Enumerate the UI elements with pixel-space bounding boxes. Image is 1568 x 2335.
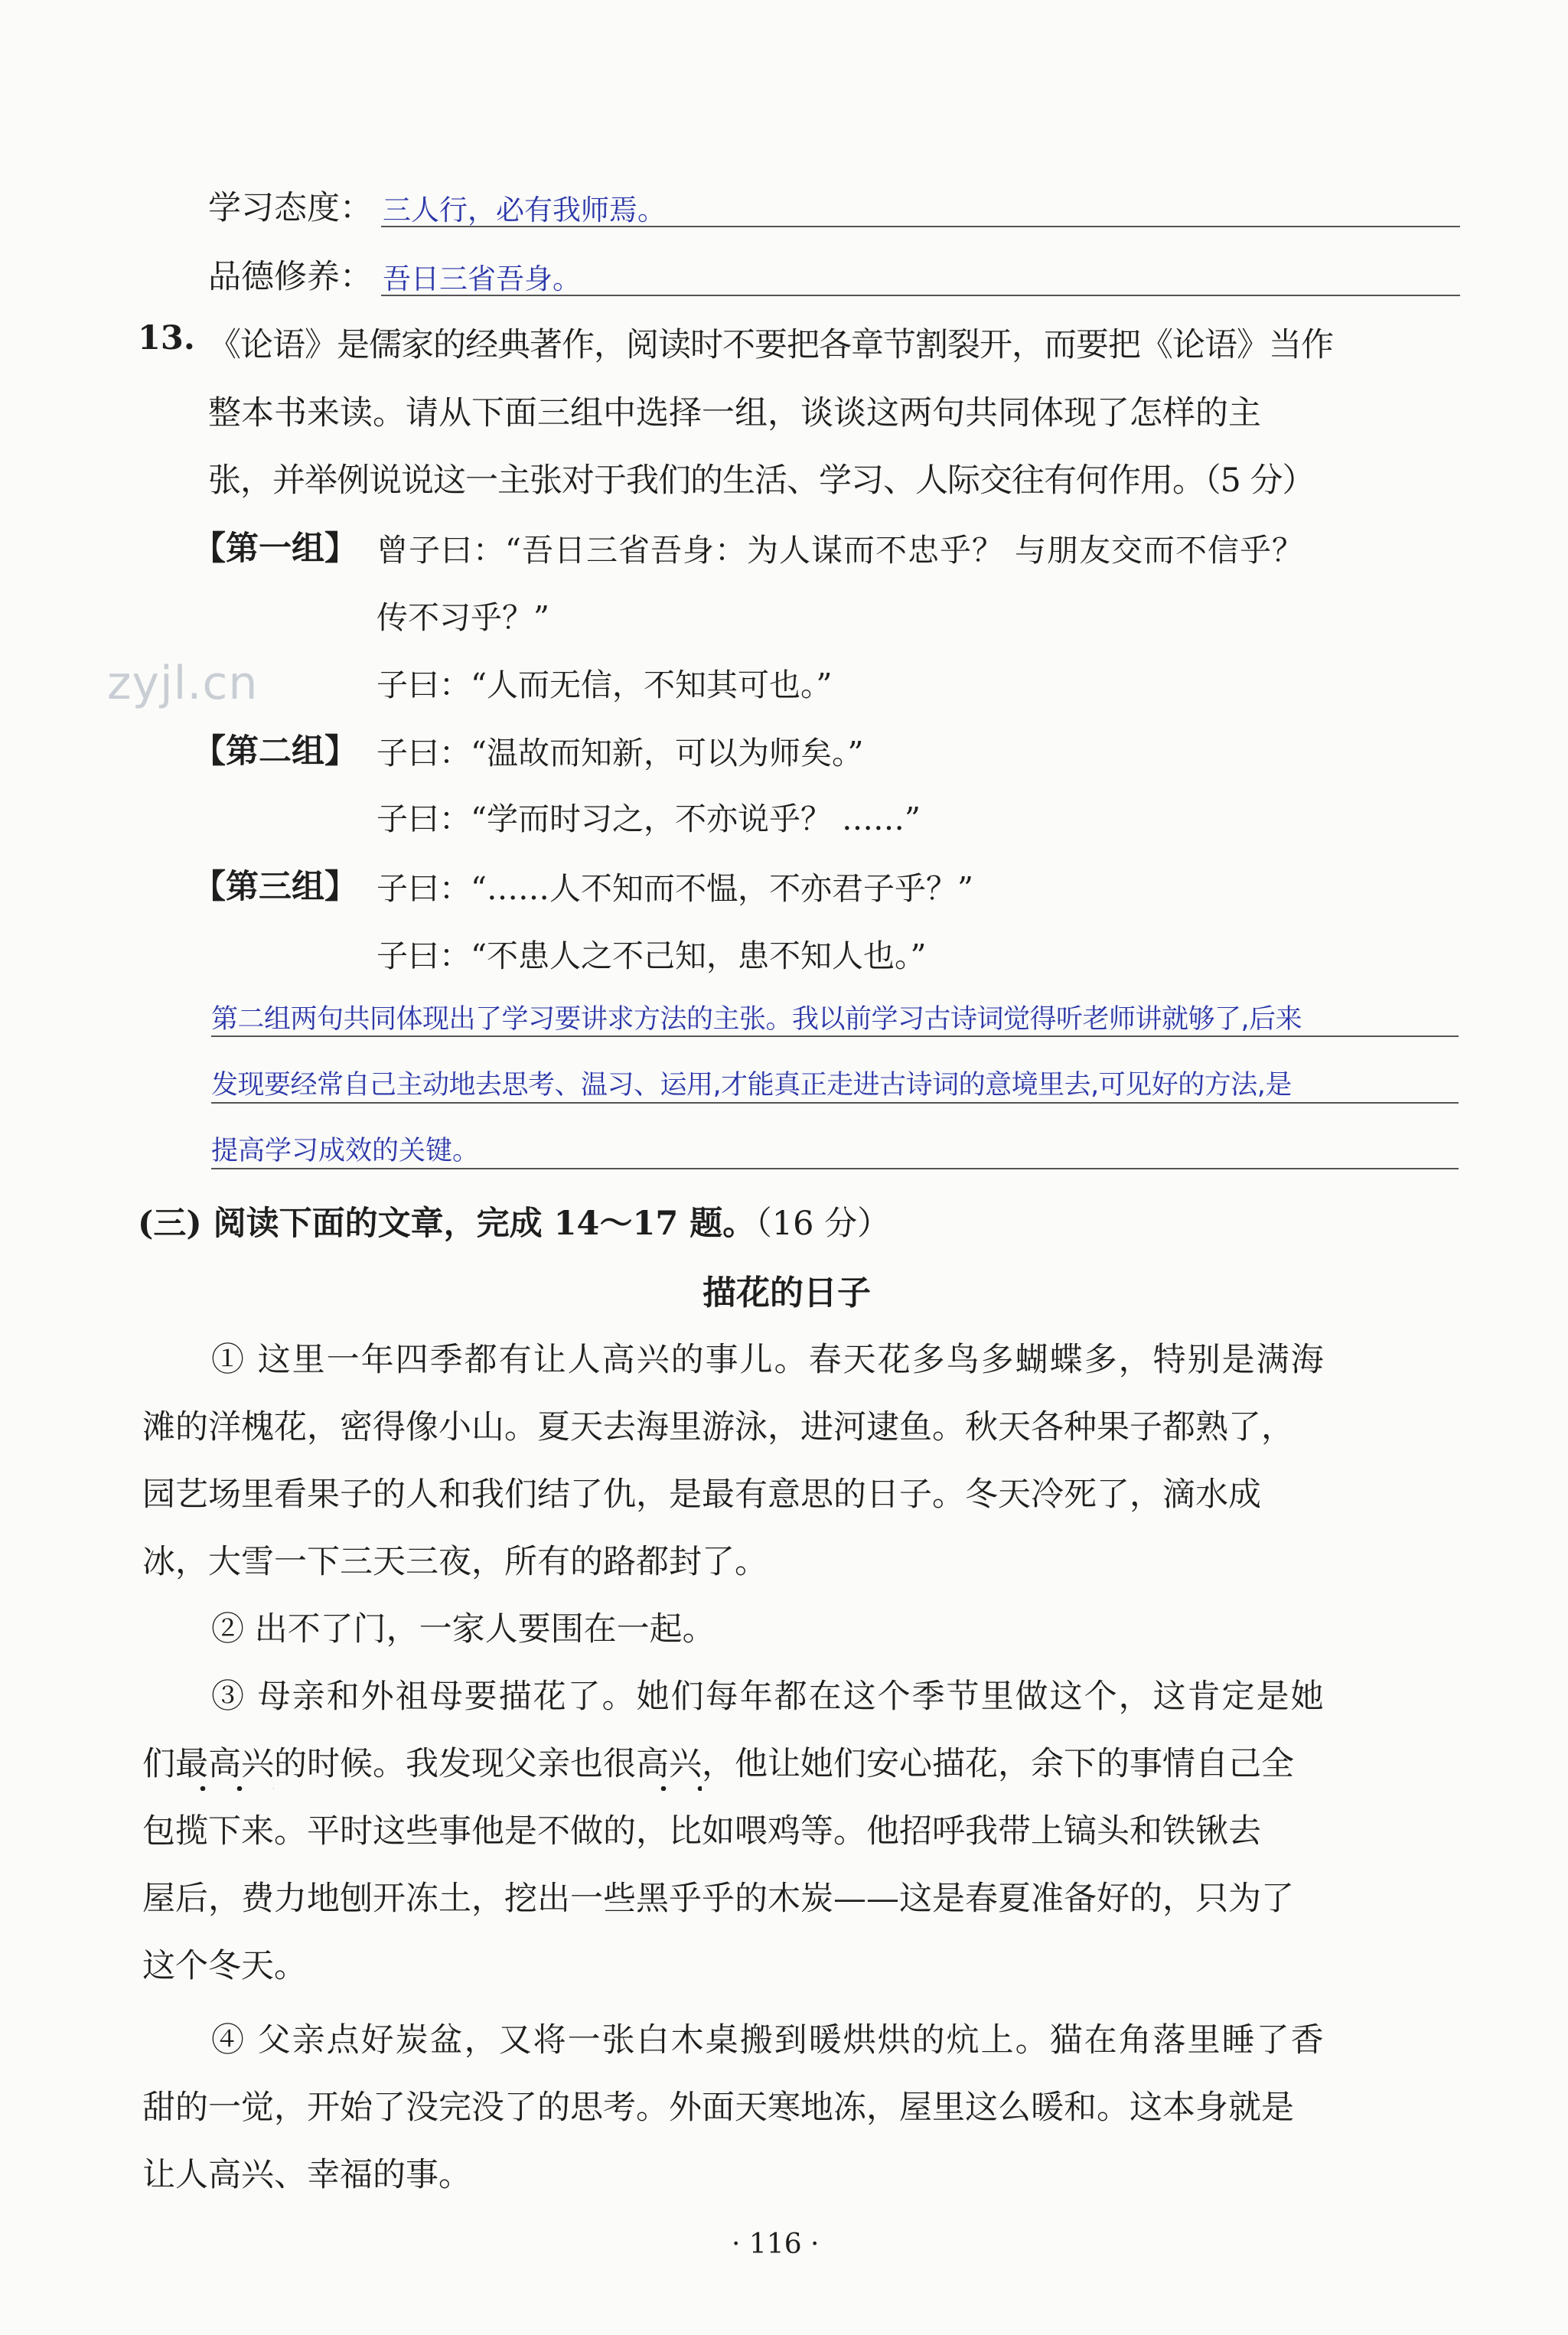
answer-line: 发现要经常自己主动地去思考、温习、运用,才能真正走进古诗词的意境里去,可见好的方法,是 — [211, 1070, 1292, 1101]
paragraph-line: 包揽下来。平时这些事他是不做的，比如喂鸡等。他招呼我带上镐头和铁锹去 — [142, 1812, 1261, 1851]
text-segment: 们 — [142, 1745, 175, 1783]
emphasis-dotted-text: 最高兴 — [175, 1745, 274, 1783]
section-heading — [138, 1198, 890, 1244]
classical-quote: 曾子曰：“吾日三省吾身：为人谋而不忠乎？ 与朋友交而不信乎？ — [377, 532, 1304, 569]
paragraph-line: 园艺场里看果子的人和我们结了仇，是最有意思的日子。冬天冷死了，滴水成 — [142, 1476, 1261, 1514]
morality-answer: 吾日三省吾身。 — [383, 263, 581, 295]
emphasis-dotted-text: 高兴 — [636, 1745, 702, 1783]
attitude-underline — [381, 226, 1460, 227]
text-segment: ，他让她们安心描花，余下的事情自己全 — [702, 1745, 1294, 1783]
group-label: 【第一组】 — [193, 530, 357, 568]
text-segment: 的时候。我发现父亲也很 — [274, 1745, 636, 1783]
paragraph-line: 让人高兴、幸福的事。 — [142, 2156, 471, 2194]
morality-label: 品德修养： — [208, 258, 373, 296]
answer-underline — [211, 1035, 1459, 1037]
answer-underline — [211, 1102, 1459, 1104]
classical-quote: 子曰：“人而无信，不知其可也。” — [377, 667, 833, 703]
paragraph-line: ③ 母亲和外祖母要描花了。她们每年都在这个季节里做这个，这肯定是她 — [211, 1678, 1325, 1716]
question-line: 张，并举例说说这一主张对于我们的生活、学习、人际交往有何作用。（5 分） — [208, 461, 1315, 500]
attitude-answer: 三人行，必有我师焉。 — [383, 194, 666, 227]
watermark: zyjl.cn — [107, 657, 259, 710]
answer-line: 第二组两句共同体现出了学习要讲求方法的主张。我以前学习古诗词觉得听老师讲就够了,后来 — [211, 1004, 1302, 1035]
classical-quote: 子曰：“……人不知而不愠，不亦君子乎？” — [377, 870, 973, 907]
section-heading-text: (三) 阅读下面的文章，完成 14～17 题。 — [138, 1205, 756, 1243]
paragraph-line: 屋后，费力地刨开冻土，挖出一些黑乎乎的木炭——这是春夏准备好的，只为了 — [142, 1880, 1294, 1918]
paragraph-line: 滩的洋槐花，密得像小山。夏天去海里游泳，进河逮鱼。秋天各种果子都熟了， — [142, 1408, 1294, 1446]
article-title: 描花的日子 — [703, 1273, 871, 1313]
paragraph-line: ④ 父亲点好炭盆，又将一张白木桌搬到暖烘烘的炕上。猫在角落里睡了香 — [211, 2021, 1325, 2059]
classical-quote: 子曰：“学而时习之，不亦说乎？ ……” — [377, 801, 921, 837]
classical-quote: 子曰：“不患人之不己知，患不知人也。” — [377, 938, 927, 974]
group-label: 【第二组】 — [193, 732, 357, 771]
classical-quote: 传不习乎？” — [377, 599, 549, 636]
question-line: 《论语》是儒家的经典著作，阅读时不要把各章节割裂开，而要把《论语》当作 — [208, 326, 1333, 364]
answer-underline — [211, 1168, 1459, 1169]
paragraph-line: ① 这里一年四季都有让人高兴的事儿。春天花多鸟多蝴蝶多，特别是满海 — [211, 1341, 1325, 1379]
paragraph-line — [142, 1738, 1294, 1785]
section-score: （16 分） — [755, 1205, 891, 1243]
classical-quote: 子曰：“温故而知新，可以为师矣。” — [377, 735, 864, 771]
morality-underline — [381, 295, 1460, 296]
paragraph-line: ② 出不了门，一家人要围在一起。 — [211, 1610, 716, 1649]
question-number: 13. — [138, 319, 195, 357]
group-label: 【第三组】 — [193, 868, 357, 906]
question-line: 整本书来读。请从下面三组中选择一组，谈谈这两句共同体现了怎样的主 — [208, 394, 1261, 432]
page-number: · 116 · — [732, 2229, 820, 2260]
paragraph-line: 这个冬天。 — [142, 1947, 307, 1985]
paragraph-line: 甜的一觉，开始了没完没了的思考。外面天寒地冻，屋里这么暖和。这本身就是 — [142, 2089, 1294, 2127]
answer-line: 提高学习成效的关键。 — [211, 1136, 480, 1166]
paragraph-line: 冰，大雪一下三天三夜，所有的路都封了。 — [142, 1543, 768, 1581]
attitude-label: 学习态度： — [208, 189, 373, 227]
